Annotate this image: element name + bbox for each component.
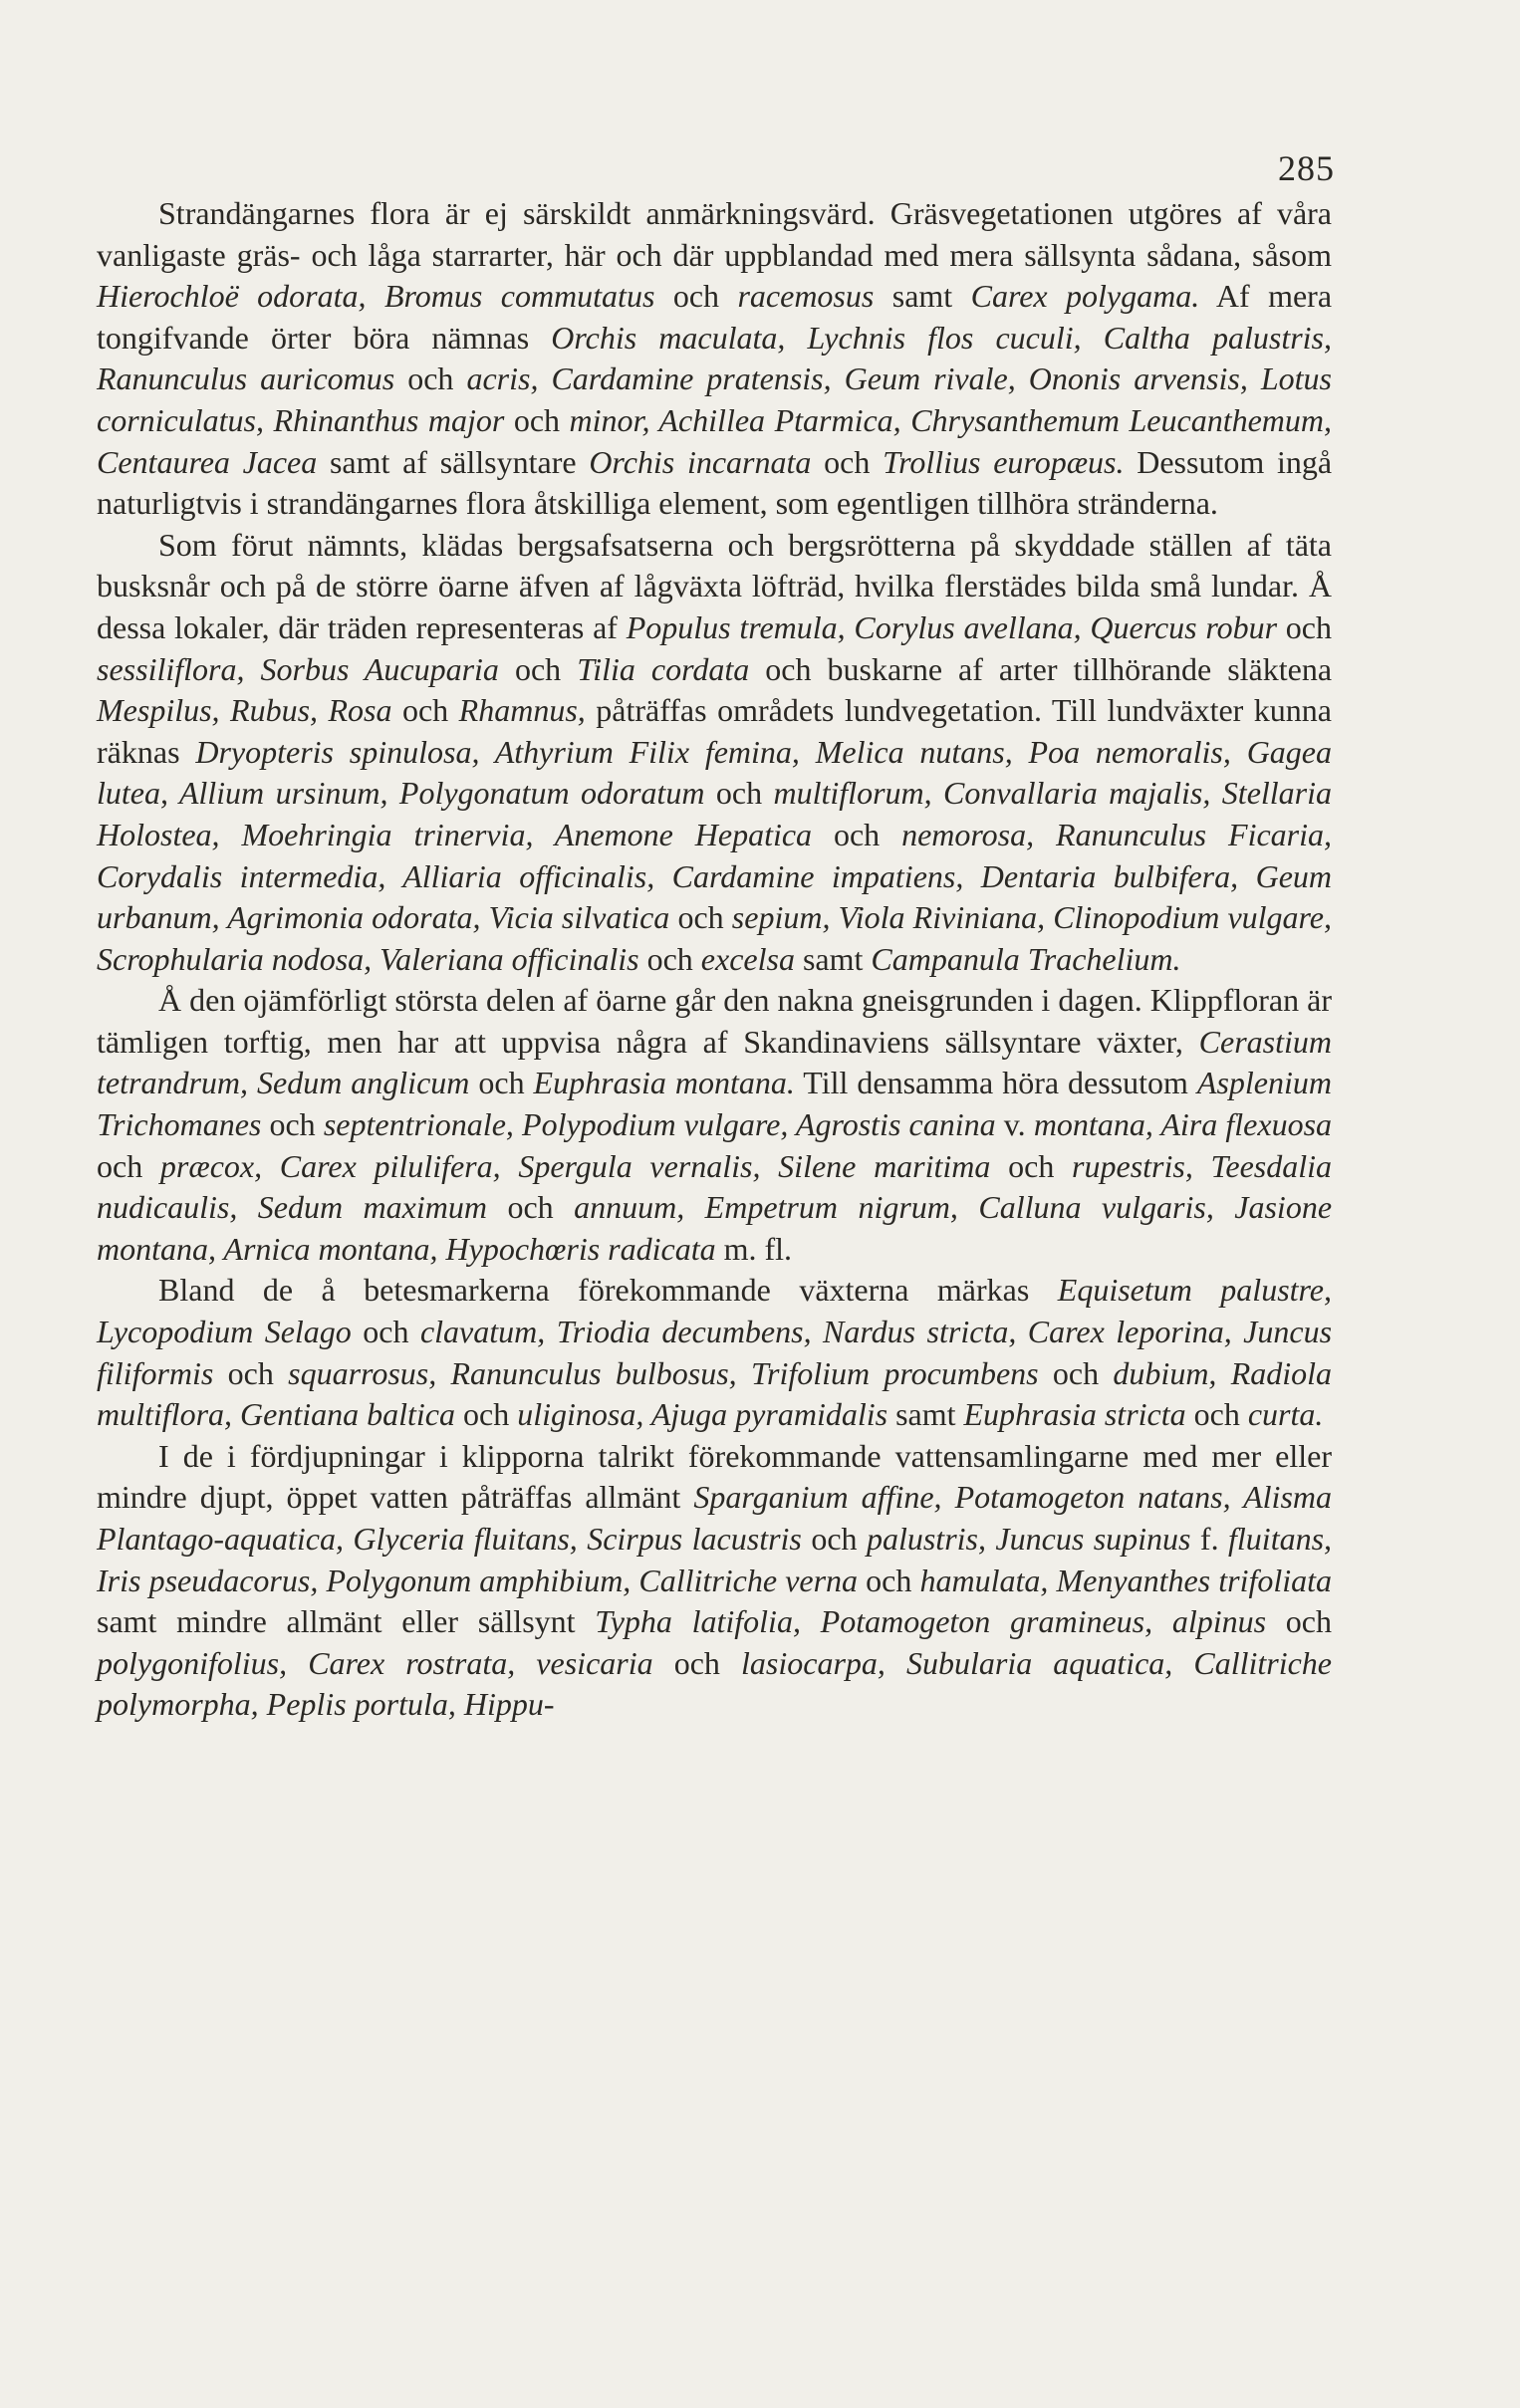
text-run: och <box>811 443 884 480</box>
species-name: Tilia cordata <box>577 650 750 687</box>
species-name: Campanula Trachelium. <box>871 940 1181 977</box>
text-run: och <box>261 1106 324 1143</box>
species-name: excelsa <box>700 940 795 977</box>
species-name: racemosus <box>737 278 875 315</box>
text-run: samt <box>874 278 971 315</box>
species-name: minor, Achillea Ptarmica, Chrysanthemum Leucanthemum, Centaurea Jacea <box>97 401 1332 480</box>
species-name: Cerastium tetrandrum, Sedum anglicum <box>97 1023 1332 1101</box>
species-name: Hierochloë odorata, Bromus commutatus <box>97 278 655 315</box>
species-name: Trollius europæus. <box>883 443 1125 480</box>
text-run: och <box>391 692 459 729</box>
species-name: rupestris, Teesdalia nudicaulis, Sedum maximum <box>97 1147 1333 1226</box>
paragraph-betesmarker <box>97 1270 1332 1435</box>
text-run: samt af sällsyntare <box>317 443 590 480</box>
text-run: och <box>454 1396 518 1433</box>
species-name: Orchis incarnata <box>589 443 812 480</box>
text-run: och <box>1185 1396 1248 1433</box>
paragraph-strandangar <box>97 193 1332 525</box>
text-run: och <box>394 361 467 397</box>
species-name: lasiocarpa, Subularia aquatica, Callitriche polymorpha, Peplis portula, Hippu- <box>97 1644 1333 1723</box>
species-name: Dryopteris spinulosa, Athyrium Filix femina, Melica nutans, Poa nemoralis, Gagea lutea, Allium ursinum, Polygonatum odoratum <box>97 733 1333 812</box>
page-number: 285 <box>1278 148 1335 188</box>
text-run: och <box>486 1189 575 1226</box>
text-run: samt <box>794 940 872 977</box>
species-name: Euphrasia stricta <box>963 1396 1186 1433</box>
text-run: och <box>654 278 738 315</box>
species-name: sessiliflora, Sorbus Aucuparia <box>97 650 499 687</box>
species-name: fluitans, Iris pseudacorus, Polygonum amphibium, Callitriche verna <box>97 1521 1333 1598</box>
text-run: och <box>858 1562 920 1598</box>
text-run: och <box>97 1147 160 1184</box>
species-name: multiflorum, Convallaria majalis, Stellaria Holostea, Moehringia trinervia, Anemone Hepatica <box>97 775 1333 852</box>
species-name: Typha latifolia, Potamogeton gramineus, alpinus <box>595 1603 1267 1640</box>
species-name: hamulata, Menyanthes trifoliata <box>919 1562 1333 1598</box>
species-name: Equisetum palustre, Lycopodium Selago <box>97 1272 1333 1350</box>
species-name: Carex polygama. <box>970 278 1200 315</box>
species-name: uliginosa, Ajuga pyramidalis <box>517 1396 888 1433</box>
species-name: nemorosa, Ranunculus Ficaria, Corydalis intermedia, Alliaria officinalis, Cardamine impatiens, Dentaria bulbifera, Geum urbanum, Agrimonia odorata, Vicia silvatica <box>97 816 1333 936</box>
text-run: f. <box>1190 1521 1229 1557</box>
text-run: och buskarne af arter tillhörande släktena <box>749 650 1333 687</box>
text-run: och <box>1038 1354 1114 1391</box>
text-run: och <box>704 775 774 812</box>
species-name: polygonifolius, Carex rostrata, vesicaria <box>97 1644 653 1681</box>
species-name: montana, Aira flexuosa <box>1033 1106 1333 1143</box>
text-run: Strandängarnes flora är ej särskildt anmärkningsvärd. Gräsvegetationen utgöres af våra vanligaste gräs- och låga starrarter, här och där uppblandad med mera sällsynta sådana, såsom <box>97 195 1332 273</box>
species-name: Sparganium affine, Potamogeton natans, Alisma Plantago-aquatica, Glyceria fluitans, Scirpus lacustris <box>97 1479 1332 1557</box>
text-run: Af mera tongifvande örter böra nämnas <box>97 278 1333 356</box>
species-name: Euphrasia montana. <box>533 1065 795 1101</box>
text-run: och <box>504 401 570 438</box>
species-name: Mespilus, Rubus, Rosa <box>97 692 392 729</box>
paragraph-klippflora <box>97 980 1332 1270</box>
species-name: Rhamnus, <box>458 692 586 729</box>
species-name: clavatum, Triodia decumbens, Nardus stricta, Carex leporina, Juncus filiformis <box>97 1314 1333 1391</box>
paragraph-vattensamlingar <box>97 1436 1332 1726</box>
text-run: Å den ojämförligt största delen af öarne går den nakna gneisgrunden i dagen. Klippfloran är tämligen torftig, men har att uppvisa några af Skandinaviens sällsyntare växter, <box>97 982 1332 1060</box>
species-name: squarrosus, Ranunculus bulbosus, Trifolium procumbens <box>288 1354 1039 1391</box>
text-run: och <box>213 1354 289 1391</box>
text-run: samt mindre allmänt eller sällsynt <box>97 1603 596 1640</box>
text-run: påträffas områdets lundvegetation. Till lundväxter kunna räknas <box>97 692 1332 770</box>
species-name: Asplenium Trichomanes <box>97 1065 1332 1143</box>
paragraph-lundvegetation <box>97 525 1332 981</box>
text-run: och <box>498 650 578 687</box>
species-name: septentrionale, Polypodium vulgare, Agrostis canina <box>323 1106 996 1143</box>
text-run: och <box>812 816 902 852</box>
species-name: dubium, Radiola multiflora, Gentiana baltica <box>97 1354 1333 1433</box>
species-name: annuum, Empetrum nigrum, Calluna vulgaris, Jasione montana, Arnica montana, Hypochœris radicata <box>97 1189 1333 1267</box>
text-run: och <box>351 1314 420 1350</box>
text-run: Som förut nämnts, klädas bergsafsatserna och bergsrötterna på skyddade ställen af täta busksnår och på de större öarne äfven af lågväxta löfträd, hvilka flerstädes bilda små lundar. Å dessa lokaler, där träden representeras af <box>97 526 1332 645</box>
text-run: och <box>801 1521 867 1557</box>
text-run: och <box>469 1065 534 1101</box>
text-run: och <box>1266 1603 1333 1640</box>
text-run: I de i fördjupningar i klipporna talrikt förekommande vattensamlingarne med mer eller mindre djupt, öppet vatten påträffas allmänt <box>97 1437 1332 1516</box>
text-run: v. <box>995 1106 1034 1143</box>
species-name: sepium, Viola Riviniana, Clinopodium vulgare, Scrophularia nodosa, Valeriana officinalis <box>97 899 1333 977</box>
text-run: m. fl. <box>715 1230 793 1267</box>
text-run: och <box>638 940 701 977</box>
text-run: samt <box>887 1396 964 1433</box>
text-run: och <box>669 899 732 936</box>
text-run: och <box>652 1644 741 1681</box>
species-name: præcox, Carex pilulifera, Spergula vernalis, Silene maritima <box>159 1147 991 1184</box>
text-run: och <box>1277 608 1333 645</box>
species-name: curta. <box>1247 1396 1324 1433</box>
species-name: palustris, Juncus supinus <box>866 1521 1191 1557</box>
text-run: och <box>990 1147 1073 1184</box>
species-name: Orchis maculata, Lychnis flos cuculi, Caltha palustris, Ranunculus auricomus <box>97 319 1333 397</box>
body-text <box>97 193 1332 1726</box>
species-name: Populus tremula, Corylus avellana, Quercus robur <box>626 608 1278 645</box>
text-run: Till densamma höra dessutom <box>794 1065 1197 1101</box>
text-run: Dessutom ingå naturligtvis i strandängarnes flora åtskilliga element, som egentligen tillhöra stränderna. <box>97 443 1333 522</box>
species-name: acris, Cardamine pratensis, Geum rivale, Ononis arvensis, Lotus corniculatus, Rhinanthus major <box>97 361 1333 438</box>
text-run: Bland de å betesmarkerna förekommande växterna märkas <box>158 1272 1058 1309</box>
